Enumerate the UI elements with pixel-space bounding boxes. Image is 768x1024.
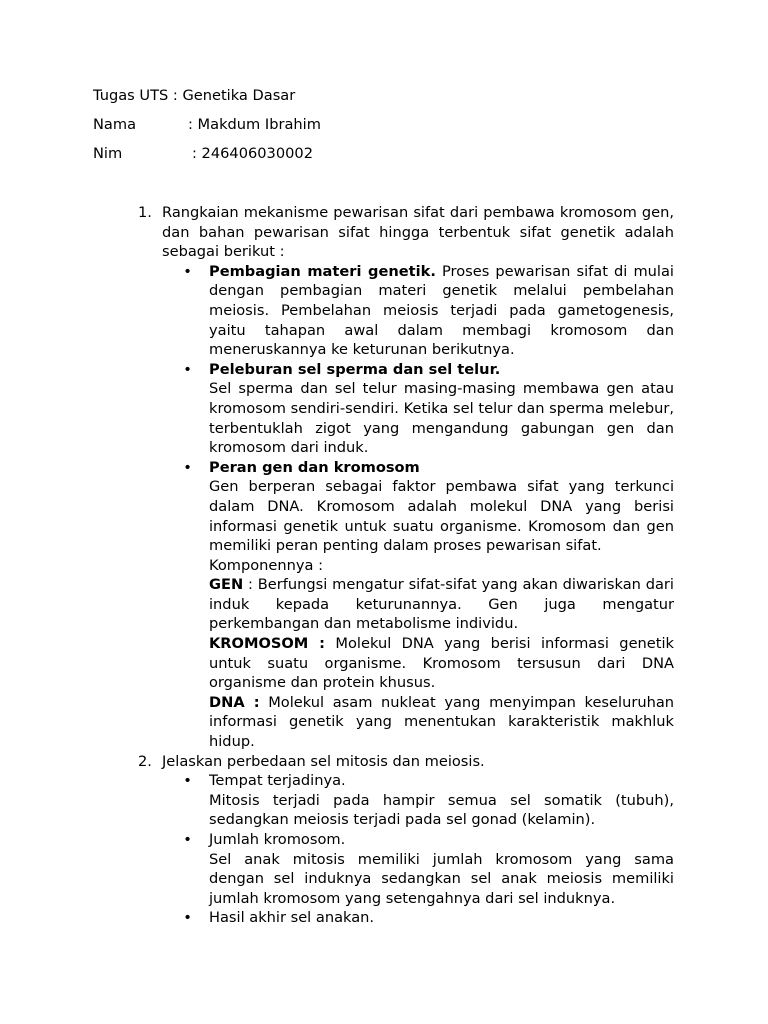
question-2 [138, 752, 674, 928]
bullet-icon: • [183, 831, 192, 848]
bullet-list [162, 262, 674, 752]
question-number: 1. [138, 204, 152, 221]
question-body [162, 203, 674, 752]
bullet-body: Gen berperan sebagai faktor pembawa sifat yang terkunci dalam DNA. Kromosom adalah molekul DNA yang berisi informasi genetik untuk suatu organisme. Kromosom dan gen memiliki peran penting dalam proses pewarisan sifat. [209, 478, 674, 555]
bullet-text [209, 360, 674, 458]
list-item [162, 830, 674, 908]
components-heading: Komponennya : [209, 556, 324, 574]
nim-value: : 246406030002 [192, 145, 313, 162]
bullet-text [209, 908, 674, 928]
kromosom-text: Molekul DNA yang berisi informasi genetik untuk suatu organisme. Kromosom tersusun dari DNA organisme dan protein khusus. [209, 635, 674, 692]
gen-label: GEN [209, 576, 244, 594]
question-text: Jelaskan perbedaan sel mitosis dan meiosis. [162, 752, 485, 770]
name-label: Nama [93, 116, 137, 133]
bullet-text [209, 458, 674, 752]
bullet-title: Peran gen dan kromosom [209, 458, 420, 476]
nim-label: Nim [93, 145, 123, 162]
name-line [93, 115, 613, 135]
bullet-body: Mitosis terjadi pada hampir semua sel somatik (tubuh), sedangkan meiosis terjadi pada sel gonad (kelamin). [209, 791, 674, 829]
question-number: 2. [138, 752, 152, 770]
bullet-body: Sel sperma dan sel telur masing-masing membawa gen atau kromosom sendiri-sendiri. Ketika sel telur dan sperma melebur, terbentuklah zigot yang mengandung gabungan gen dan kromosom dari induk. [209, 380, 674, 457]
document-header [93, 86, 613, 173]
bullet-title: Jumlah kromosom. [209, 831, 346, 848]
bullet-text [209, 771, 674, 830]
name-value: : Makdum Ibrahim [188, 116, 321, 133]
question-1 [138, 203, 674, 752]
list-item [162, 771, 674, 830]
list-item [162, 458, 674, 752]
list-item [162, 360, 674, 458]
bullet-body: Sel anak mitosis memiliki jumlah kromosom yang sama dengan sel induknya sedangkan sel anak meiosis memiliki jumlah kromosom yang setengahnya dari sel induknya. [209, 850, 674, 907]
bullet-list [162, 771, 674, 928]
dna-text: Molekul asam nukleat yang menyimpan keseluruhan informasi genetik yang menentukan karakteristik makhluk hidup. [209, 693, 675, 751]
list-item [162, 262, 674, 360]
bullet-title: Tempat terjadinya. [209, 772, 346, 790]
bullet-icon: • [183, 772, 192, 790]
bullet-body: Proses pewarisan sifat di mulai dengan pembagian materi genetik melalui pembelahan meiosis. Pembelahan meiosis terjadi pada gametogenesis, yaitu tahapan awal dalam membagi kromosom dan meneruskannya ke keturunan berikutnya. [209, 262, 674, 359]
bullet-icon: • [183, 262, 192, 280]
bullet-icon: • [183, 458, 192, 476]
answer-list [138, 203, 674, 928]
bullet-title: Peleburan sel sperma dan sel telur. [209, 360, 501, 378]
bullet-title: Pembagian materi genetik. [209, 262, 436, 280]
dna-label: DNA : [209, 693, 260, 711]
bullet-text [209, 262, 674, 360]
nim-line [93, 144, 613, 164]
bullet-icon: • [183, 909, 192, 927]
gen-text: : Berfungsi mengatur sifat-sifat yang akan diwariskan dari induk kepada keturunannya. Gen juga mengatur perkembangan dan metabolisme individu. [209, 576, 674, 633]
kromosom-label: KROMOSOM : [209, 635, 325, 653]
bullet-icon: • [183, 360, 192, 378]
question-body [162, 752, 674, 928]
gen-definition [209, 575, 674, 634]
assignment-title-text: Tugas UTS : Genetika Dasar [93, 87, 296, 104]
kromosom-definition [209, 634, 674, 693]
bullet-title: Hasil akhir sel anakan. [209, 909, 375, 927]
dna-definition [209, 693, 674, 752]
question-text: Rangkaian mekanisme pewarisan sifat dari pembawa kromosom gen, dan bahan pewarisan sifat hingga terbentuk sifat genetik adalah sebagai berikut : [162, 204, 674, 261]
bullet-text [209, 830, 674, 908]
assignment-title [93, 86, 613, 106]
list-item [162, 908, 674, 928]
